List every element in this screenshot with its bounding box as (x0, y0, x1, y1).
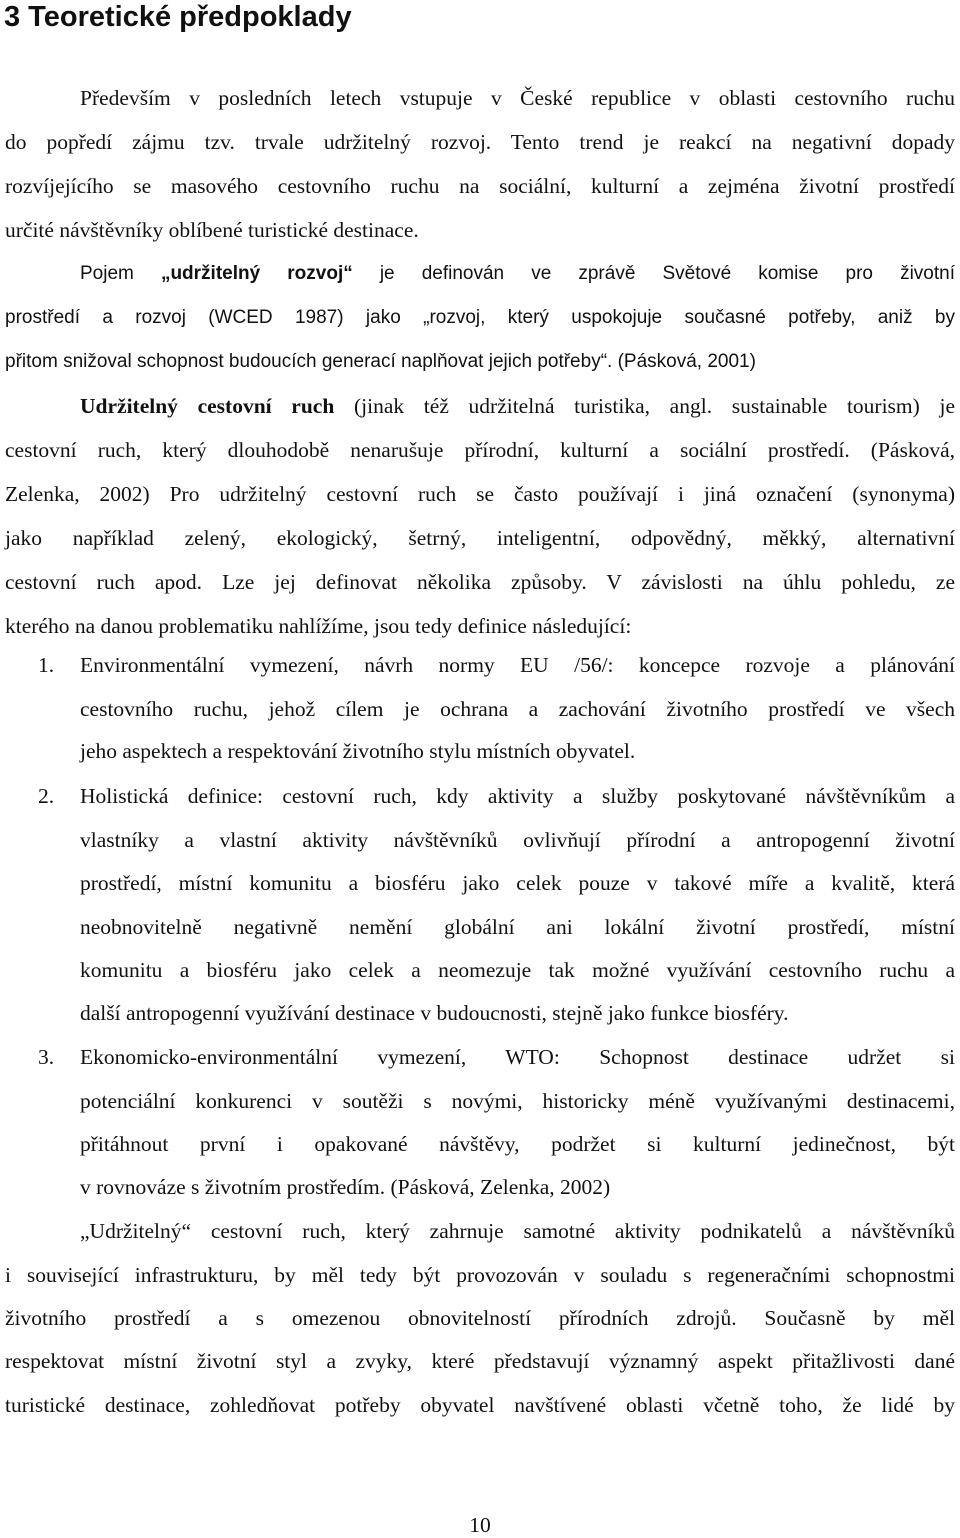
list-item-2-number: 2. (38, 784, 55, 808)
paragraph-4-line-2: i související infrastrukturu, by měl tedy být provozován v souladu s regeneračními schopnostmi (5, 1263, 955, 1287)
paragraph-1-line-4: určité návštěvníky oblíbené turistické destinace. (5, 218, 419, 242)
term-sustainable-development: „udržitelný rozvoj“ (160, 263, 353, 284)
list-item-1-line-1: Environmentální vymezení, návrh normy EU /56/: koncepce rozvoje a plánování (80, 653, 955, 677)
paragraph-3-line-3: Zelenka, 2002) Pro udržitelný cestovní ruch se často používají i jiná označení (synonyma) (5, 482, 955, 506)
list-item-1-line-3: jeho aspektech a respektování životního stylu místních obyvatel. (80, 739, 636, 763)
paragraph-3-line-2: cestovní ruch, který dlouhodobě nenarušuje přírodní, kulturní a sociální prostředí. (Pásková, (5, 438, 955, 462)
paragraph-3-line-1 (80, 393, 955, 419)
list-item-2-line-6: další antropogenní využívání destinace v budoucnosti, stejně jako funkce biosféry. (80, 1001, 789, 1025)
paragraph-1-line-1: Především v posledních letech vstupuje v České republice v oblasti cestovního ruchu (80, 86, 955, 110)
paragraph-3-text: (jinak též udržitelná turistika, angl. sustainable tourism) je (334, 394, 955, 418)
list-item-3-line-1: Ekonomicko-environmentální vymezení, WTO: Schopnost destinace udržet si (80, 1045, 955, 1069)
paragraph-2-line-1 (80, 261, 955, 287)
page-number: 10 (469, 1513, 491, 1537)
paragraph-3-line-4: jako například zelený, ekologický, šetrný, inteligentní, odpovědný, měkký, alternativní (5, 526, 955, 550)
list-item-3-line-2: potenciální konkurenci v soutěži s novými, historicky méně využívanými destinacemi, (80, 1089, 955, 1113)
list-item-1-number: 1. (38, 653, 55, 677)
paragraph-4-line-3: životního prostředí a s omezenou obnovitelností přírodních zdrojů. Současně by měl (5, 1306, 955, 1330)
list-item-2-line-3: prostředí, místní komunitu a biosféru jako celek pouze v takové míře a kvalitě, která (80, 871, 955, 895)
chapter-heading: 3 Teoretické předpoklady (4, 1, 352, 33)
paragraph-2-line-3: přitom snižoval schopnost budoucích generací naplňovat jejich potřeby“. (Pásková, 2001) (5, 351, 756, 372)
paragraph-2-text: je definován ve zprávě Světové komise pro životní (352, 263, 955, 284)
paragraph-2-text: Pojem (80, 263, 161, 284)
paragraph-4-line-4: respektovat místní životní styl a zvyky, které představují významný aspekt přitažlivosti dané (5, 1349, 955, 1373)
list-item-1-line-2: cestovního ruchu, jehož cílem je ochrana a zachování životního prostředí ve všech (80, 697, 955, 721)
list-item-2-line-5: komunitu a biosféru jako celek a neomezuje tak možné využívání cestovního ruchu a (80, 958, 955, 982)
paragraph-1-line-3: rozvíjejícího se masového cestovního ruchu na sociální, kulturní a zejména životní prostředí (5, 174, 955, 198)
list-item-2-line-2: vlastníky a vlastní aktivity návštěvníků ovlivňují přírodní a antropogenní životní (80, 828, 955, 852)
list-item-3-number: 3. (38, 1045, 55, 1069)
list-item-2-line-1: Holistická definice: cestovní ruch, kdy aktivity a služby poskytované návštěvníkům a (80, 784, 955, 808)
paragraph-4-line-1: „Udržitelný“ cestovní ruch, který zahrnuje samotné aktivity podnikatelů a návštěvníků (80, 1219, 955, 1243)
term-sustainable-tourism: Udržitelný cestovní ruch (80, 394, 335, 418)
list-item-3-line-4: v rovnováze s životním prostředím. (Pásková, Zelenka, 2002) (80, 1175, 611, 1199)
paragraph-4-line-5: turistické destinace, zohledňovat potřeby obyvatel navštívené oblasti včetně toho, že lidé by (5, 1393, 955, 1417)
paragraph-2-line-2: prostředí a rozvoj (WCED 1987) jako „rozvoj, který uspokojuje současné potřeby, aniž by (5, 307, 955, 328)
list-item-3-line-3: přitáhnout první i opakované návštěvy, podržet si kulturní jedinečnost, být (80, 1132, 955, 1156)
paragraph-3-line-6: kterého na danou problematiku nahlížíme, jsou tedy definice následující: (5, 614, 632, 638)
paragraph-1-line-2: do popředí zájmu tzv. trvale udržitelný rozvoj. Tento trend je reakcí na negativní dopady (5, 130, 955, 154)
list-item-2-line-4: neobnovitelně negativně nemění globální ani lokální životní prostředí, místní (80, 915, 955, 939)
paragraph-3-line-5: cestovní ruch apod. Lze jej definovat několika způsoby. V závislosti na úhlu pohledu, ze (5, 570, 955, 594)
